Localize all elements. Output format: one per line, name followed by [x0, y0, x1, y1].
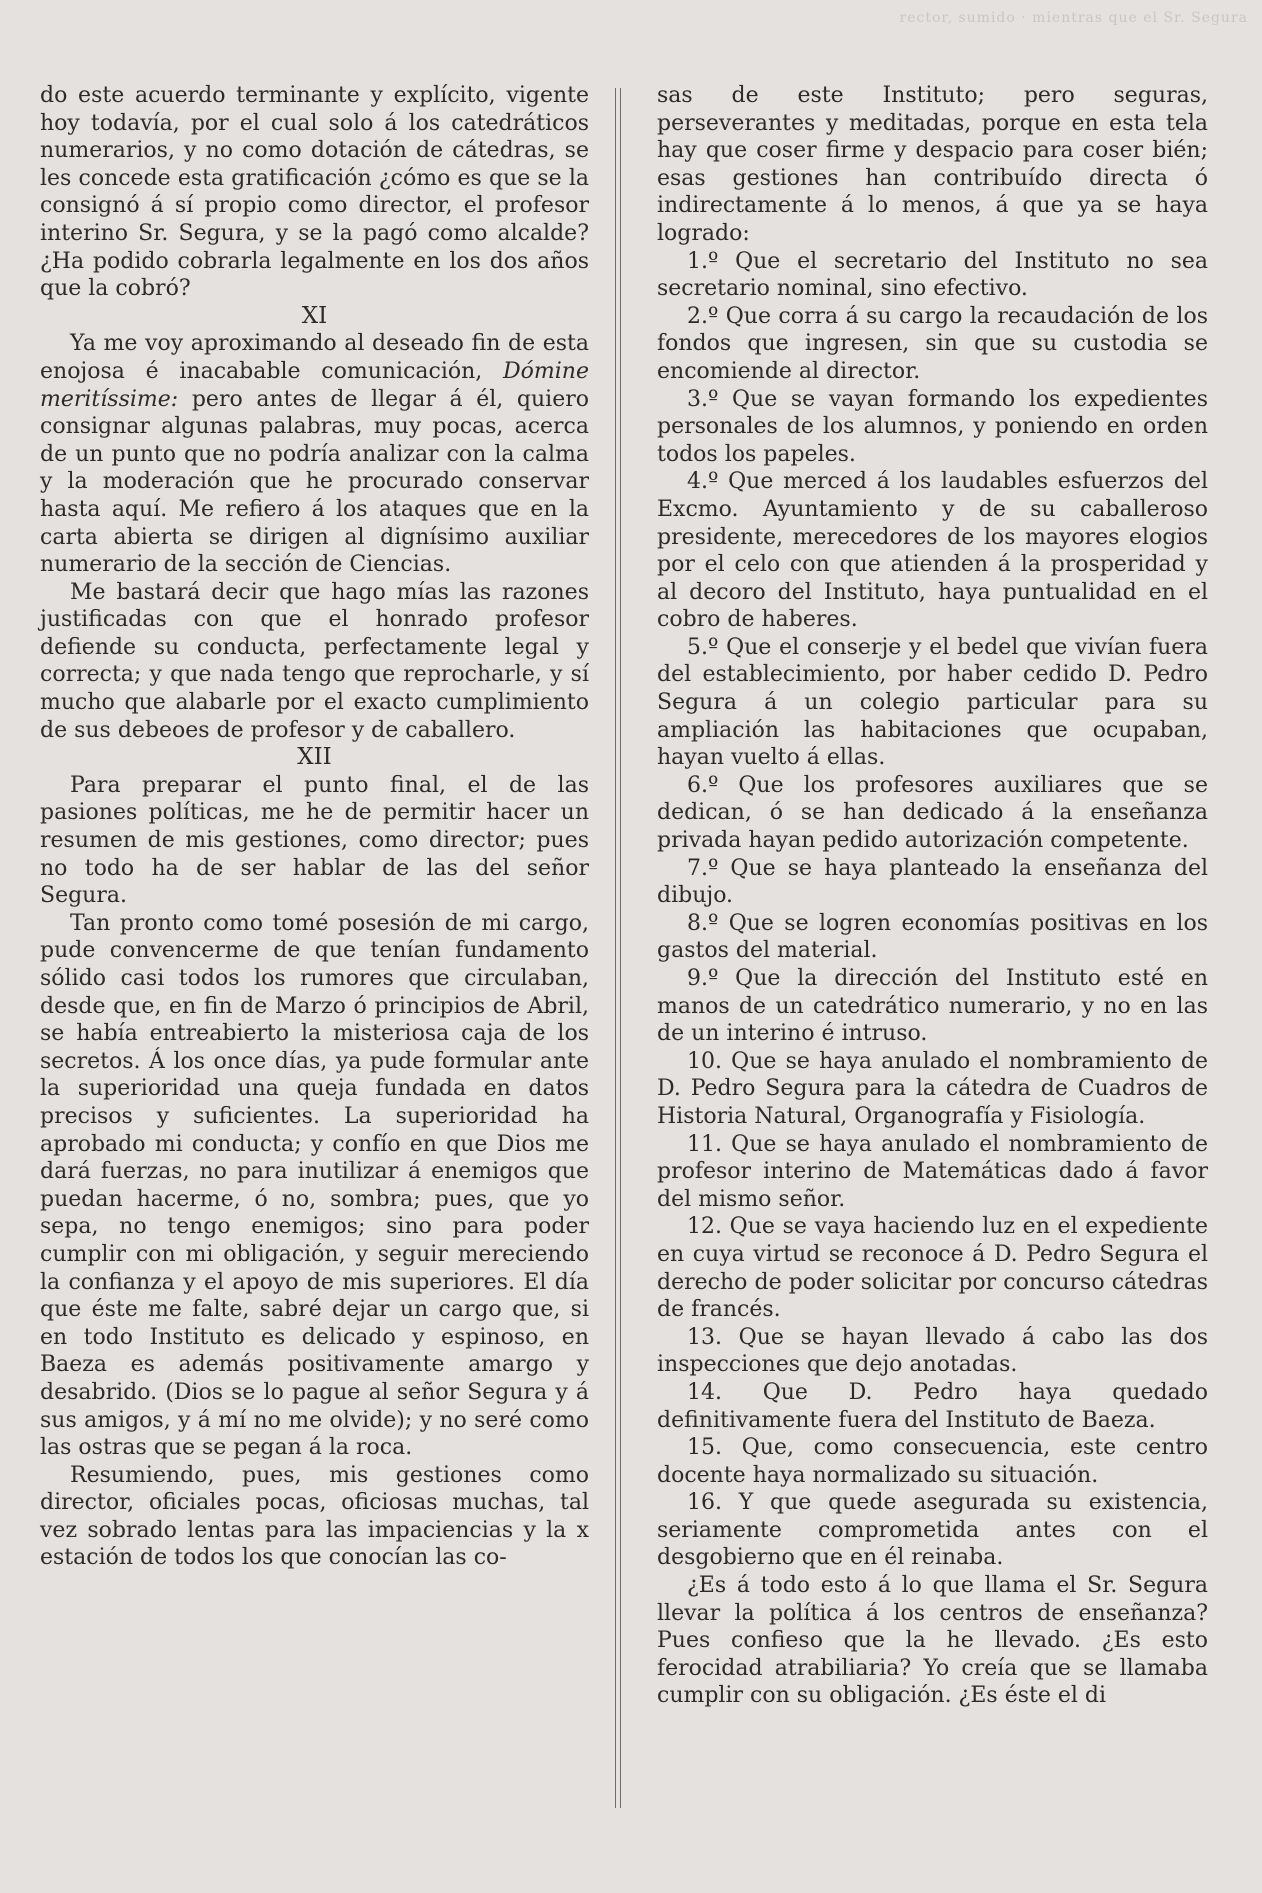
paragraph-aproximando-end: pero antes de llegar á él, quiero consignar algunas palabras, muy pocas, acerca de un punto que no podría analizar con la calma y la moderación que he procurado conservar hasta aquí. Me refiero á los ataques que en la carta abierta se dirigen al dignísimo auxiliar numerario de la sección de Ciencias. [40, 386, 589, 578]
paragraph-bastara: Me bastará decir que hago mías las razones justificadas con que el honrado profesor defiende su conducta, perfectamente legal y correcta; y que nada tengo que reprocharle, y sí mucho que alabarle por el exacto cumplimiento de sus debeoes de profesor y de caballero. [40, 579, 589, 743]
list-item: 15. Que, como consecuencia, este centro docente haya normalizado su situación. [657, 1435, 1208, 1488]
right-column [657, 82, 1208, 1710]
paragraph-gestiones: sas de este Instituto; pero seguras, perseverantes y meditadas, porque en esta tela hay que coser firme y despacio para coser bién; esas gestiones han contribuído directa ó indirectamente á lo menos, á que ya se haya logrado: [657, 83, 1208, 246]
list-item: 2.º Que corra á su cargo la recaudación de los fondos que ingresen, sin que su custodia se encomiende al director. [657, 303, 1208, 384]
list-item: 10. Que se haya anulado el nombramiento de D. Pedro Segura para la cátedra de Cuadros de Historia Natural, Organografía y Fisiología. [657, 1048, 1208, 1129]
list-item: 5.º Que el conserje y el bedel que vivían fuera del establecimiento, por haber cedido D. Pedro Segura á un colegio particular para su ampliación las habitaciones que ocupaban, hayan vuelto á ellas. [657, 634, 1208, 771]
paragraph-aproximando-start: Ya me voy aproximando al deseado fin de esta enojosa é inacabable comunicación, [40, 331, 589, 384]
list-item: 7.º Que se haya planteado la enseñanza del dibujo. [657, 855, 1208, 909]
list-item: 9.º Que la dirección del Instituto esté en manos de un catedrático numerario, y no en las de un interino é intruso. [657, 966, 1208, 1047]
list-item: 1.º Que el secretario del Instituto no sea secretario nominal, sino efectivo. [657, 248, 1208, 302]
list-item: 12. Que se vaya haciendo luz en el expediente en cuya virtud se reconoce á D. Pedro Segura el derecho de poder solicitar por concurso cátedras de francés. [657, 1214, 1208, 1323]
list-item: 4.º Que merced á los laudables esfuerzos del Excmo. Ayuntamiento y de su caballeroso presidente, merecedores de los mayores elogios por el celo con que atienden á la prosperidad y al decoro del Instituto, haya puntualidad en el cobro de haberes. [657, 469, 1208, 633]
list-item: 14. Que D. Pedro haya quedado definitivamente fuera del Instituto de Baeza. [657, 1379, 1208, 1433]
paragraph-resumiendo: Resumiendo, pues, mis gestiones como director, oficiales pocas, oficiosas muchas, tal vez sobrado lentas para las impaciencias y la x estación de todos los que conocían las co- [40, 1462, 589, 1571]
latin-salutation: Dómine meritíssime: [40, 358, 589, 412]
list-item: 13. Que se hayan llevado á cabo las dos inspecciones que dejo anotadas. [657, 1324, 1208, 1378]
paragraph-preparar: Para preparar el punto final, el de las pasiones políticas, me he de permitir hacer un resumen de mis gestiones, como director; pues no todo ha de ser hablar de las del señor Segura. [40, 772, 589, 909]
paragraph-closing: ¿Es á todo esto á lo que llama el Sr. Segura llevar la política á los centros de enseñanza? Pues confieso que la he llevado. ¿Es esto ferocidad atrabiliaria? Yo creía que se llamaba cumplir con su obligación. ¿Es éste el di [657, 1573, 1208, 1709]
left-column [40, 82, 589, 1572]
paragraph-aproximando [40, 330, 589, 578]
section-heading-xi: XI [301, 302, 328, 329]
paragraph-acuerdo: do este acuerdo terminante y explícito, vigente hoy todavía, por el cual solo á los catedráticos numerarios, y no como dotación de cátedras, se les concede esta gratificación ¿cómo es que se la consignó á sí propio como director, el profesor interino Sr. Segura, y se la pagó como alcalde? ¿Ha podido cobrarla legalmente en los dos años que la cobró? [40, 83, 589, 302]
list-item: 8.º Que se logren economías positivas en los gastos del material. [657, 910, 1208, 964]
paragraph-posesion: Tan pronto como tomé posesión de mi cargo, pude convencerme de que tenían fundamento sólido casi todos los rumores que circulaban, desde que, en fin de Marzo ó principios de Abril, se había entreabierto la misteriosa caja de los secretos. Á los once días, ya pude formular ante la superioridad una queja fundada en datos precisos y suficientes. La superioridad ha aprobado mi conducta; y confío en que Dios me dará fuerzas, no para inutilizar á enemigos que puedan hacerme, ó no, sombra; pues, que yo sepa, no tengo enemigos; sino para poder cumplir con mi obligación, y seguir mereciendo la confianza y el apoyo de mis superiores. El día que éste me falte, sabré dejar un cargo que, si en todo Instituto es delicado y espinoso, en Baeza es además positivamente amargo y desabrido. (Dios se lo pague al señor Segura y á sus amigos, y á mí no me olvide); y no seré como las ostras que se pegan á la roca. [40, 910, 589, 1461]
list-item: 16. Y que quede asegurada su existencia, seriamente comprometida antes con el desgobierno que en él reinaba. [657, 1490, 1208, 1571]
column-divider [615, 88, 621, 1808]
list-item: 11. Que se haya anulado el nombramiento de profesor interino de Matemáticas dado á favor del mismo señor. [657, 1131, 1208, 1212]
section-heading-xii: XII [297, 744, 332, 771]
list-item: 3.º Que se vayan formando los expedientes personales de los alumnos, y poniendo en orden todos los papeles. [657, 386, 1208, 467]
bleed-through-text: rector, sumido · mientras que el Sr. Segura [899, 10, 1248, 26]
list-item: 6.º Que los profesores auxiliares que se dedican, ó se han dedicado á la enseñanza privada hayan pedido autorización competente. [657, 772, 1208, 854]
